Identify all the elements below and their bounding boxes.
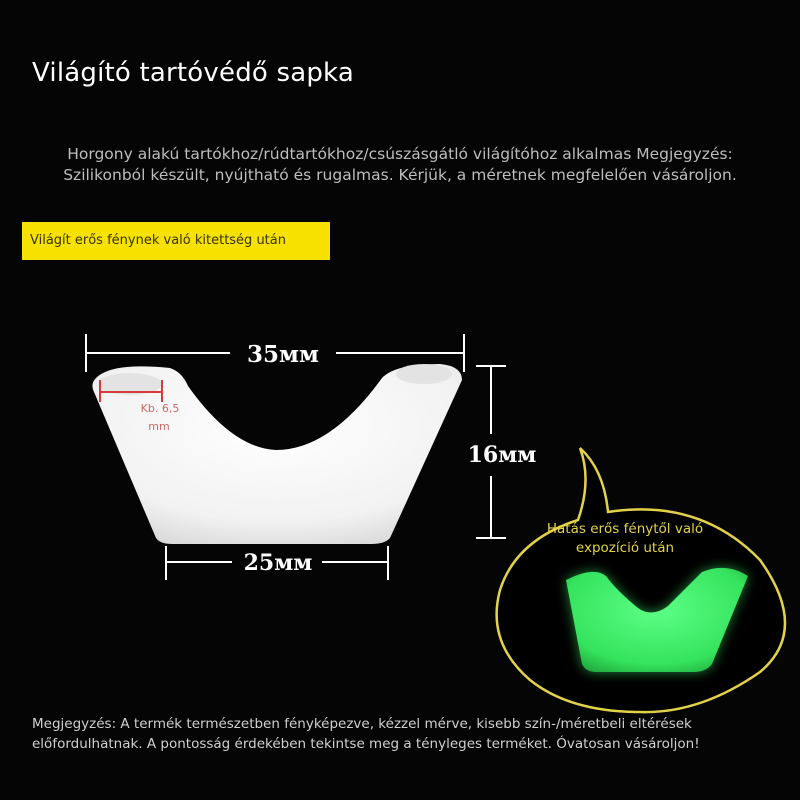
bottom-width-label: 25мм bbox=[243, 550, 313, 576]
glow-caption bbox=[530, 520, 720, 558]
glow-badge: Világít erős fénynek való kitettség után bbox=[22, 222, 330, 260]
description-line-2: Szilikonból készült, nyújtható és rugalmas. Kérjük, a méretnek megfelelően vásároljon. bbox=[63, 166, 737, 184]
glow-bubble bbox=[497, 448, 785, 712]
glow-caption-line-1: Hatás erős fénytől való bbox=[546, 521, 704, 537]
description-line-1: Horgony alakú tartókhoz/rúdtartókhoz/csúszásgátló világítóhoz alkalmas Megjegyzés: bbox=[67, 145, 733, 163]
glow-caption-line-2: expozíció után bbox=[575, 540, 675, 556]
disclaimer-note bbox=[32, 714, 792, 754]
right-hole-icon bbox=[396, 364, 452, 384]
hole-label-line-1: Kb. 6,5 bbox=[140, 402, 180, 415]
height-dimension bbox=[468, 366, 537, 538]
height-label: 16мм bbox=[467, 442, 537, 468]
hole-label-line-2: mm bbox=[148, 420, 170, 433]
bottom-dimension bbox=[166, 546, 388, 580]
note-line-2: előfordulhatnak. A pontosság érdekében tekintse meg a tényleges terméket. Óvatosan vásároljon! bbox=[32, 736, 700, 752]
top-width-label: 35мм bbox=[247, 341, 319, 368]
page-title: Világító tartóvédő sapka bbox=[32, 58, 354, 88]
note-line-1: Megjegyzés: A termék természetben fényképezve, kézzel mérve, kisebb szín-/méretbeli eltérések bbox=[32, 716, 692, 732]
